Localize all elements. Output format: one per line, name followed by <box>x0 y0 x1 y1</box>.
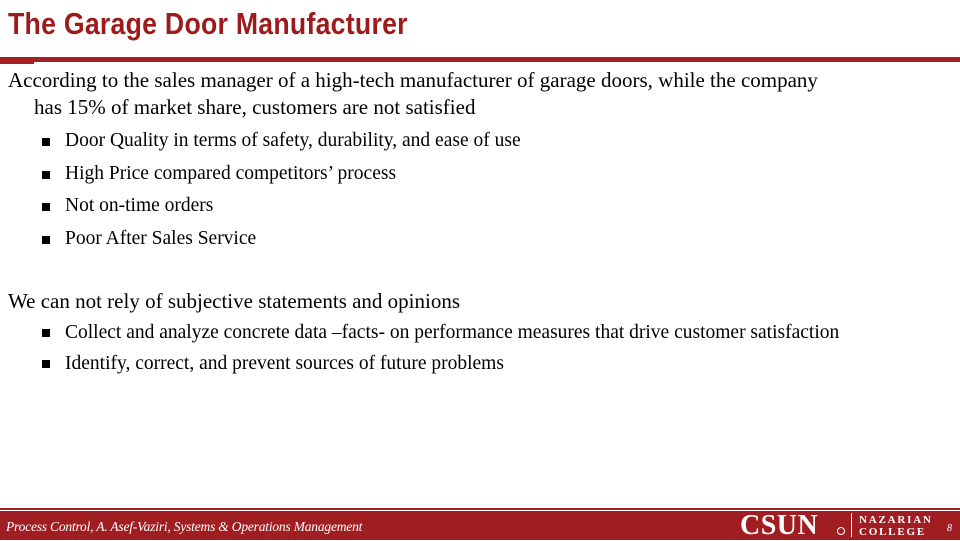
list-item: Poor After Sales Service <box>42 223 521 256</box>
square-bullet-icon <box>42 203 50 211</box>
registered-mark-icon <box>837 527 845 535</box>
square-bullet-icon <box>42 171 50 179</box>
square-bullet-icon <box>42 138 50 146</box>
issues-list <box>42 125 521 255</box>
slide-title: The Garage Door Manufacturer <box>8 6 408 41</box>
footer-text: Process Control, A. Asef-Vaziri, Systems & Operations Management <box>6 519 363 534</box>
list-item: Collect and analyze concrete data –facts- on performance measures that drive customer satisfaction <box>42 317 839 348</box>
title-underline <box>0 57 960 62</box>
second-paragraph: We can not rely of subjective statements and opinions <box>8 289 461 313</box>
intro-line-2: has 15% of market share, customers are not satisfied <box>34 95 476 119</box>
intro-paragraph <box>8 67 818 121</box>
title-underline-accent <box>0 62 34 64</box>
list-item: Not on-time orders <box>42 190 521 223</box>
actions-list <box>42 317 839 379</box>
square-bullet-icon <box>42 360 50 368</box>
square-bullet-icon <box>42 329 50 337</box>
csun-logo: CSUN <box>740 510 819 541</box>
list-item: High Price compared competitors’ process <box>42 158 521 191</box>
list-item: Door Quality in terms of safety, durability, and ease of use <box>42 125 521 158</box>
college-logo-line-2: COLLEGE <box>859 526 927 538</box>
square-bullet-icon <box>42 236 50 244</box>
college-logo-line-1: NAZARIAN <box>859 514 933 526</box>
logo-separator <box>851 513 852 537</box>
college-logo <box>859 514 933 538</box>
intro-line-1: According to the sales manager of a high-tech manufacturer of garage doors, while the company <box>8 68 818 92</box>
list-item: Identify, correct, and prevent sources of future problems <box>42 348 839 379</box>
footer-bar <box>0 511 960 540</box>
page-number: 8 <box>947 523 952 534</box>
